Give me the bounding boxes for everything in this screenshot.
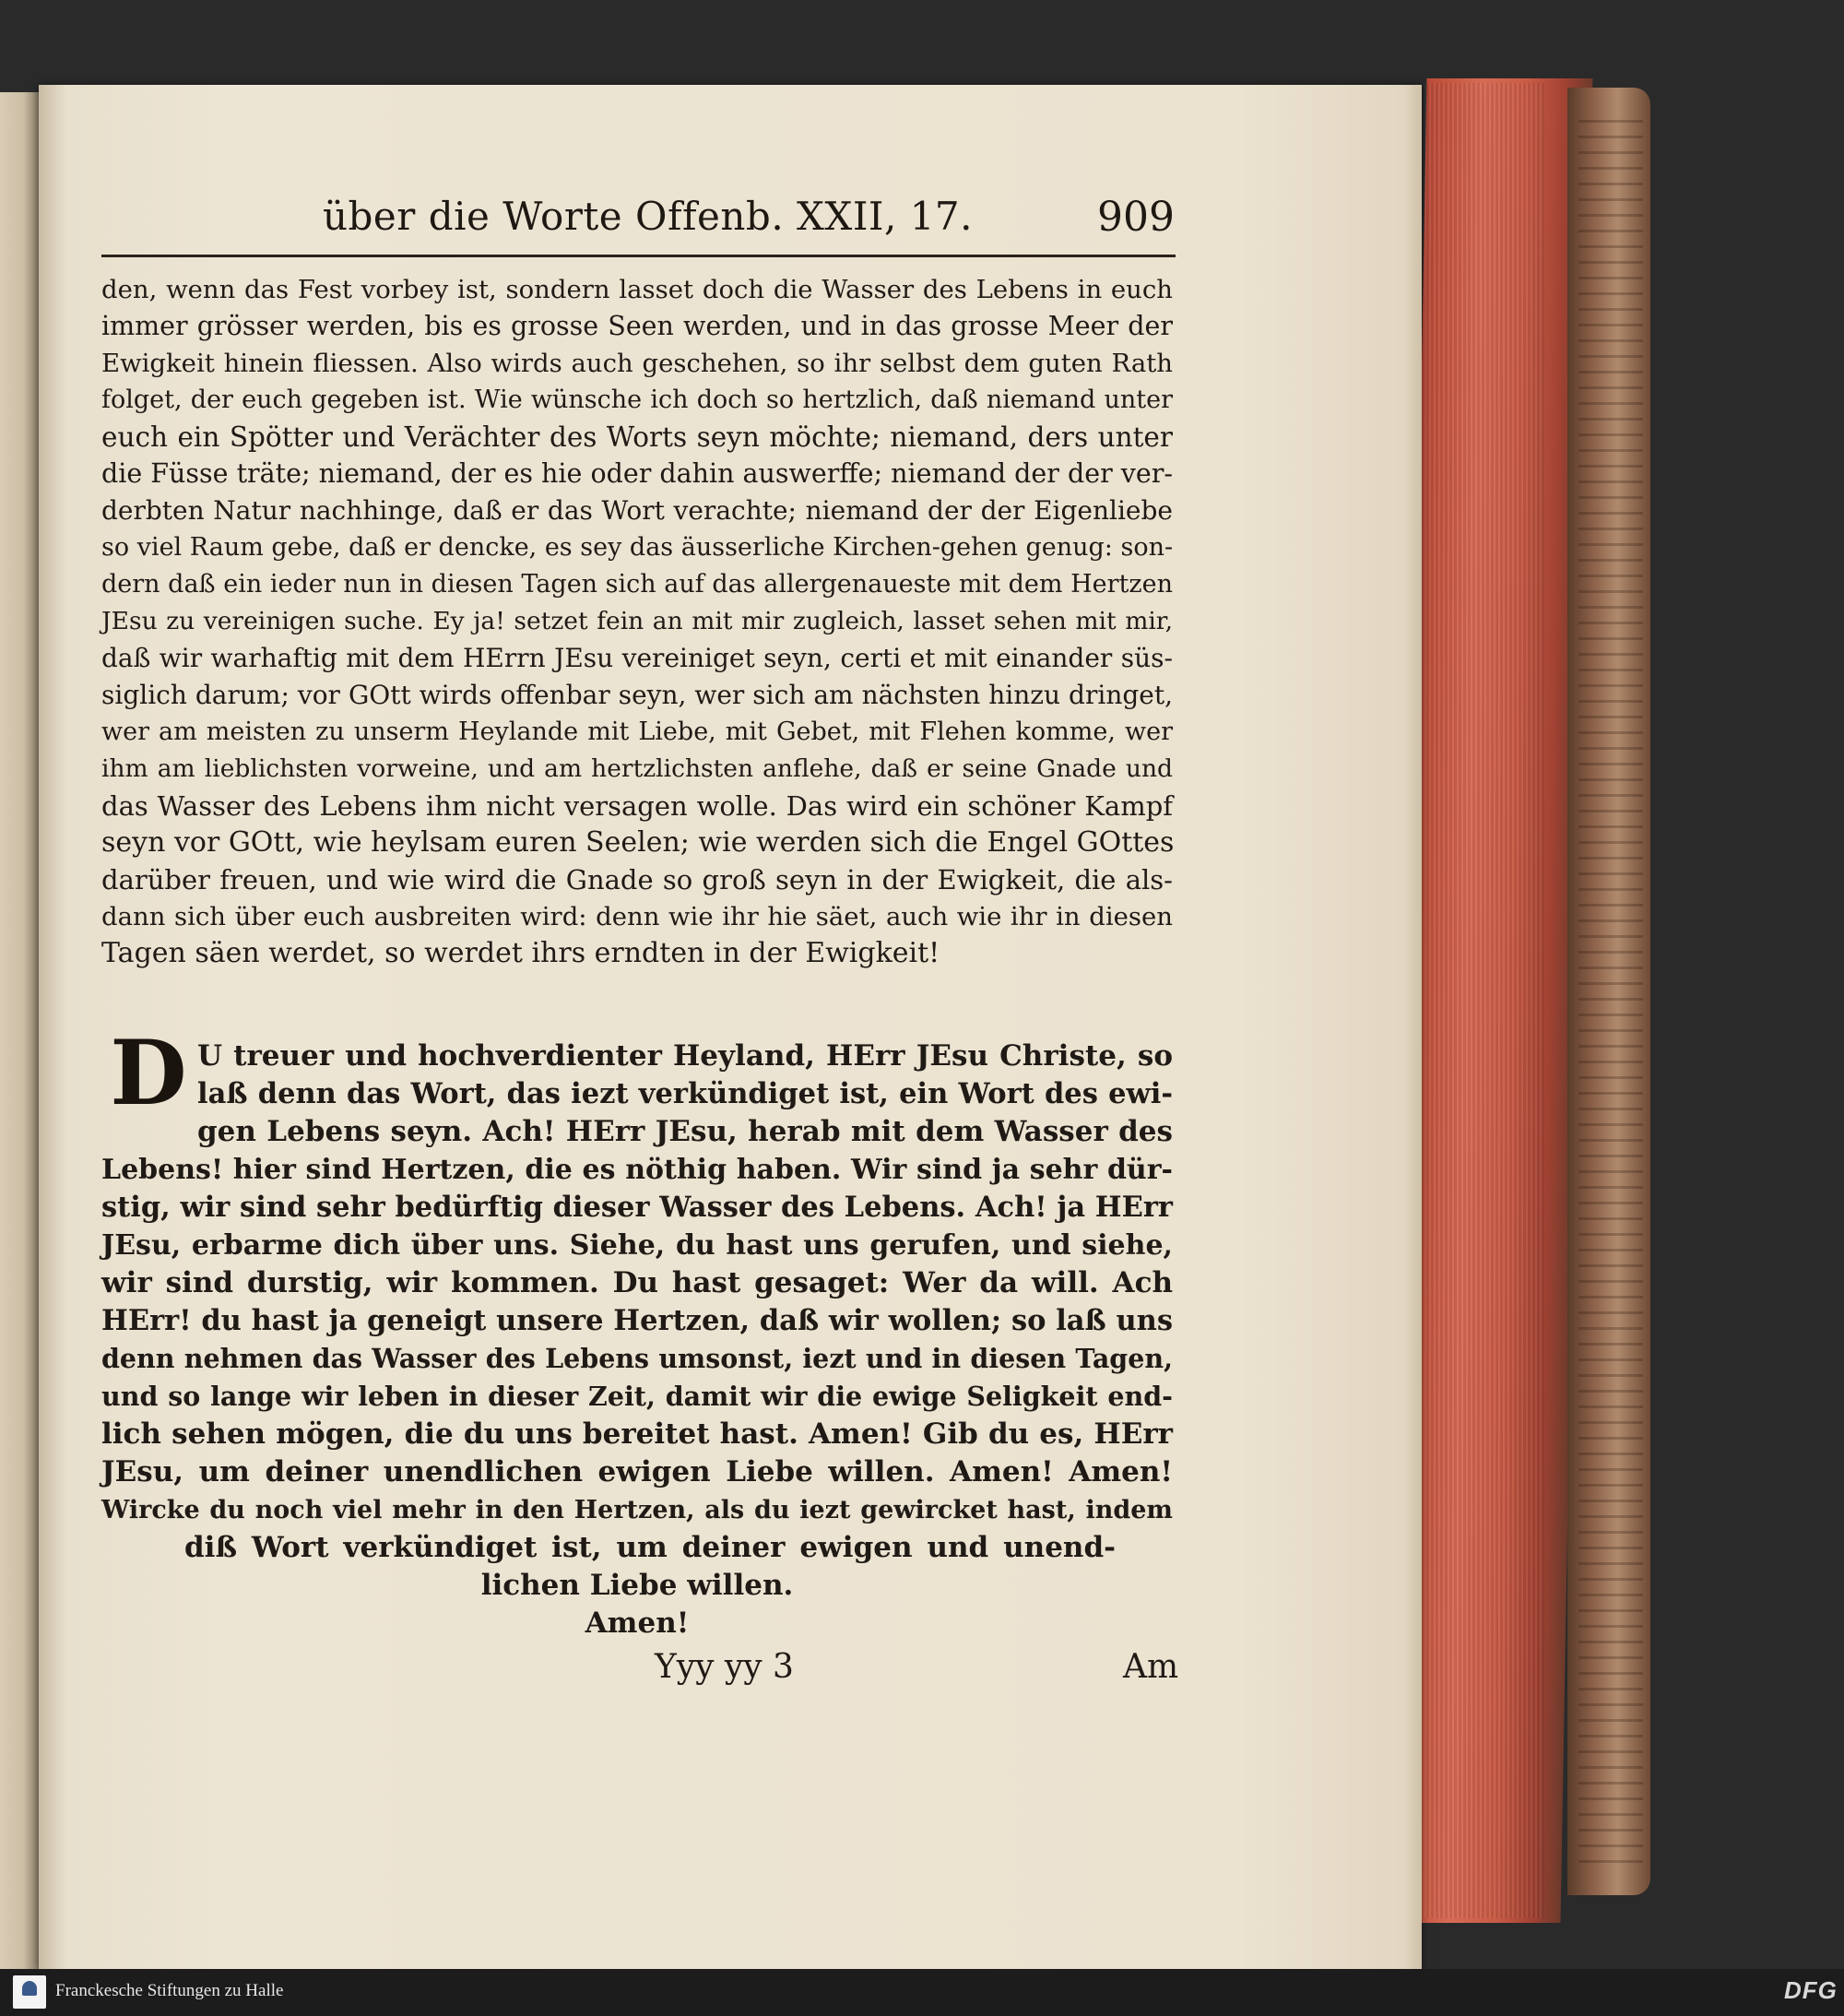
prayer-line: Lebens! hier sind Hertzen, die es nöthig haben. Wir sind ja sehr dür- <box>101 1154 1173 1186</box>
prayer-closing-amen: Amen! <box>585 1607 690 1640</box>
prayer-line: U treuer und hochverdienter Heyland, HErr JEsu Christe, so <box>197 1039 1173 1073</box>
signature-mark: Yyy yy 3 <box>655 1648 794 1686</box>
page-fore-edge-lines <box>1424 83 1544 1918</box>
body-line: seyn vor GOtt, wie heylsam euren Seelen; wie werden sich die Engel GOttes <box>101 826 1175 859</box>
prayer-line: JEsu, erbarme dich über uns. Siehe, du hast uns gerufen, und siehe, <box>101 1229 1173 1262</box>
prayer-line: lichen Liebe willen. <box>480 1569 794 1602</box>
page-number: 909 <box>1097 194 1175 241</box>
body-line: dann sich über euch ausbreiten wird: denn wie ihr hie säet, auch wie ihr in diesen <box>101 902 1173 931</box>
prayer-line: wir sind durstig, wir kommen. Du hast gesaget: Wer da will. Ach <box>101 1266 1173 1299</box>
body-line: folget, der euch gegeben ist. Wie wünsche ich doch so hertzlich, daß niemand unter <box>101 385 1173 414</box>
body-line: darüber freuen, und wie wird die Gnade so groß seyn in der Ewigkeit, die als- <box>101 864 1173 895</box>
prayer-line: denn nehmen das Wasser des Lebens umsonst, iezt und in diesen Tagen, <box>101 1343 1173 1374</box>
institution-name: Franckesche Stiftungen zu Halle <box>55 1981 284 2000</box>
institution-logo-mark <box>22 1981 37 1996</box>
running-head: über die Worte Offenb. XXII, 17. <box>323 194 974 239</box>
prayer-line: JEsu, um deiner unendlichen ewigen Liebe willen. Amen! Amen! <box>101 1455 1173 1488</box>
prayer-line: HErr! du hast ja geneigt unsere Hertzen, daß wir wollen; so laß uns <box>101 1304 1173 1337</box>
body-line: siglich darum; vor GOtt wirds offenbar seyn, wer sich am nächsten hinzu dringet, <box>101 680 1173 710</box>
body-line: JEsu zu vereinigen suche. Ey ja! setzet fein an mit mir zugleich, lasset sehen mit mir, <box>101 607 1173 635</box>
book-cover-texture <box>1578 120 1643 1872</box>
body-line: derbten Natur nachhinge, daß er das Wort verachte; niemand der der Eigenliebe <box>101 495 1173 526</box>
prayer-line: laß denn das Wort, das iezt verkündiget ist, ein Wort des ewi- <box>197 1077 1173 1110</box>
body-line: die Füsse träte; niemand, der es hie oder dahin auswerffe; niemand der der ver- <box>101 458 1173 489</box>
prayer-line: Wircke du noch viel mehr in den Hertzen, als du iezt gewircket hast, indem <box>101 1496 1173 1524</box>
drop-cap: D <box>110 1021 187 1125</box>
body-line: euch ein Spötter und Verächter des Worts seyn möchte; niemand, ders unter <box>101 421 1173 453</box>
prayer-line: lich sehen mögen, die du uns bereitet hast. Amen! Gib du es, HErr <box>101 1417 1173 1451</box>
body-line: dern daß ein ieder nun in diesen Tagen sich auf das allergenaueste mit dem Hertzen <box>101 570 1173 599</box>
body-line: ihm am lieblichsten vorweine, und am hertzlichsten anflehe, daß er seine Gnade und <box>101 754 1173 783</box>
body-line: wer am meisten zu unserm Heylande mit Liebe, mit Gebet, mit Flehen komme, wer <box>101 717 1173 746</box>
prayer-line: diß Wort verkündiget ist, um deiner ewigen und unend- <box>184 1531 1116 1564</box>
catchword: Am <box>1123 1648 1179 1686</box>
header-rule <box>101 255 1176 257</box>
body-line: Tagen säen werdet, so werdet ihrs erndten in der Ewigkeit! <box>101 937 940 969</box>
prayer-line: und so lange wir leben in dieser Zeit, damit wir die ewige Seligkeit end- <box>101 1381 1173 1412</box>
body-line: so viel Raum gebe, daß er dencke, es sey das äusserliche Kirchen-gehen genug: son- <box>101 533 1174 562</box>
body-line: den, wenn das Fest vorbey ist, sondern lasset doch die Wasser des Lebens in euch <box>101 275 1173 304</box>
body-line: Ewigkeit hinein fliessen. Also wirds auch geschehen, so ihr selbst dem guten Rath <box>101 349 1173 378</box>
prayer-line: stig, wir sind sehr bedürftig dieser Wasser des Lebens. Ach! ja HErr <box>101 1191 1173 1224</box>
body-line: das Wasser des Lebens ihm nicht versagen wolle. Das wird ein schöner Kampf <box>101 790 1173 822</box>
facing-page-edge <box>0 92 39 1969</box>
body-line: daß wir warhaftig mit dem HErrn JEsu vereiniget seyn, certi et mit einander süs- <box>101 643 1173 673</box>
dfg-logo: DFG <box>1784 1976 1838 2004</box>
prayer-line: gen Lebens seyn. Ach! HErr JEsu, herab mit dem Wasser des <box>197 1115 1173 1148</box>
body-line: immer grösser werden, bis es grosse Seen werden, und in das grosse Meer der <box>101 311 1173 341</box>
